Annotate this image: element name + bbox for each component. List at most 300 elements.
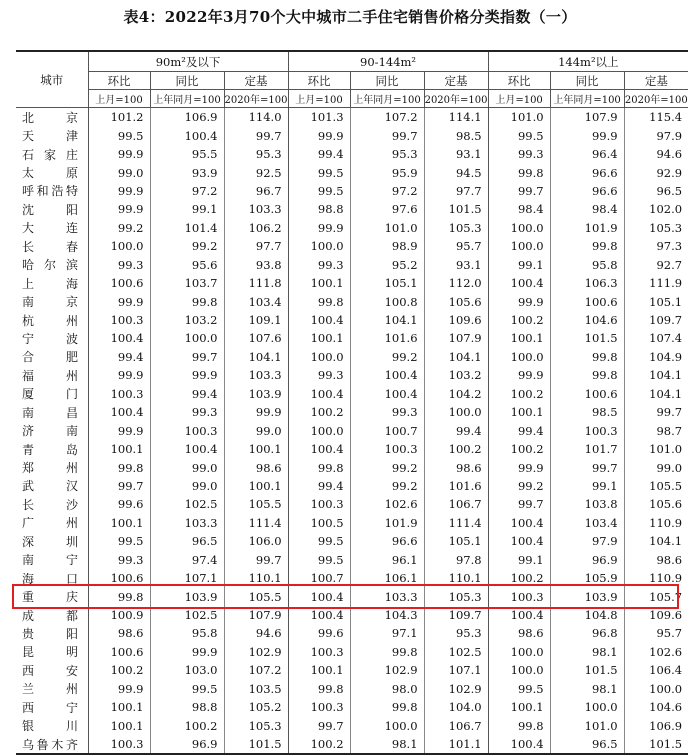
value-cell: 96.8 [550,624,624,642]
value-cell: 100.7 [350,421,424,439]
value-cell: 100.0 [488,348,550,366]
value-cell: 96.6 [550,182,624,200]
value-cell: 99.9 [550,126,624,144]
value-cell: 100.0 [488,643,550,661]
value-cell: 99.2 [488,477,550,495]
value-cell: 98.1 [350,735,424,754]
city-name: 北京 [22,110,78,125]
value-cell: 101.2 [88,108,150,127]
table-row [16,385,688,403]
value-cell: 99.9 [488,292,550,310]
value-cell: 99.7 [550,458,624,476]
city-cell [16,514,88,532]
city-cell [16,477,88,495]
value-cell: 99.4 [88,348,150,366]
value-cell: 99.8 [488,163,550,181]
city-name: 厦门 [22,387,78,402]
value-cell: 94.6 [224,624,288,642]
city-cell [16,440,88,458]
city-name: 杭州 [22,313,78,328]
table-row [16,551,688,569]
value-cell: 107.2 [224,661,288,679]
value-cell: 100.3 [288,643,350,661]
value-cell: 99.2 [88,219,150,237]
base-prev-month: 上月=100 [288,90,350,108]
value-cell: 106.1 [350,569,424,587]
value-cell: 98.8 [288,200,350,218]
value-cell: 100.2 [488,311,550,329]
value-cell: 98.1 [550,643,624,661]
city-name: 福州 [22,368,78,383]
base-prev-year: 上年同月=100 [150,90,224,108]
base-2020: 2020年=100 [224,90,288,108]
city-cell [16,458,88,476]
value-cell: 99.6 [288,624,350,642]
value-cell: 100.3 [88,311,150,329]
value-cell: 100.1 [88,716,150,734]
value-cell: 100.4 [488,274,550,292]
value-cell: 103.2 [150,311,224,329]
value-cell: 100.4 [88,329,150,347]
value-cell: 99.9 [88,200,150,218]
value-cell: 109.1 [224,311,288,329]
city-cell [16,219,88,237]
value-cell: 99.1 [488,256,550,274]
value-cell: 99.8 [350,698,424,716]
city-name: 宁波 [22,331,78,346]
value-cell: 99.5 [488,680,550,698]
value-cell: 100.0 [488,219,550,237]
value-cell: 100.4 [288,606,350,624]
city-name: 南京 [22,295,78,310]
value-cell: 101.0 [550,716,624,734]
value-cell: 107.9 [550,108,624,127]
value-cell: 104.9 [624,348,688,366]
value-cell: 98.6 [88,624,150,642]
value-cell: 99.9 [88,366,150,384]
value-cell: 100.6 [88,643,150,661]
value-cell: 100.1 [88,514,150,532]
value-cell: 100.4 [488,532,550,550]
table-row [16,606,688,624]
value-cell: 102.9 [224,643,288,661]
value-cell: 106.4 [624,661,688,679]
value-cell: 99.9 [150,366,224,384]
value-cell: 100.0 [624,680,688,698]
value-cell: 109.6 [624,606,688,624]
value-cell: 100.0 [288,237,350,255]
value-cell: 97.2 [350,182,424,200]
city-name: 太原 [22,166,78,181]
value-cell: 106.7 [424,716,488,734]
city-name: 海口 [22,571,78,586]
value-cell: 97.8 [424,551,488,569]
value-cell: 99.8 [350,643,424,661]
value-cell: 101.3 [288,108,350,127]
value-cell: 100.1 [224,440,288,458]
value-cell: 97.7 [224,237,288,255]
city-cell [16,237,88,255]
value-cell: 100.4 [350,366,424,384]
value-cell: 100.4 [288,385,350,403]
city-name: 银川 [22,719,78,734]
city-name: 南宁 [22,553,78,568]
city-cell [16,532,88,550]
value-cell: 100.1 [88,698,150,716]
value-cell: 99.8 [550,237,624,255]
city-cell [16,329,88,347]
table-row [16,716,688,734]
value-cell: 100.4 [150,440,224,458]
value-cell: 100.0 [88,237,150,255]
value-cell: 99.9 [150,643,224,661]
value-cell: 97.9 [624,126,688,144]
value-cell: 95.3 [424,624,488,642]
value-cell: 107.1 [424,661,488,679]
city-name: 天津 [22,129,78,144]
value-cell: 96.5 [624,182,688,200]
value-cell: 107.1 [150,569,224,587]
value-cell: 97.6 [350,200,424,218]
city-column-header: 城市 [16,51,88,108]
table-title: 表4：2022年3月70个大中城市二手住宅销售价格分类指数（一） [123,8,577,26]
value-cell: 99.7 [624,403,688,421]
table-row [16,219,688,237]
city-name: 南昌 [22,405,78,420]
value-cell: 100.1 [488,329,550,347]
value-cell: 100.6 [88,274,150,292]
value-cell: 98.6 [424,458,488,476]
subhead-yoy: 同比 [550,72,624,90]
value-cell: 93.8 [224,256,288,274]
value-cell: 100.0 [288,421,350,439]
value-cell: 99.4 [488,421,550,439]
value-cell: 100.0 [550,698,624,716]
value-cell: 105.9 [550,569,624,587]
value-cell: 98.6 [224,458,288,476]
value-cell: 109.6 [424,311,488,329]
value-cell: 100.8 [350,292,424,310]
value-cell: 97.7 [424,182,488,200]
city-name: 郑州 [22,461,78,476]
value-cell: 100.3 [350,440,424,458]
city-cell [16,274,88,292]
value-cell: 100.7 [288,569,350,587]
value-cell: 102.5 [150,606,224,624]
value-cell: 99.8 [488,716,550,734]
city-cell [16,163,88,181]
value-cell: 111.8 [224,274,288,292]
table-row [16,661,688,679]
value-cell: 93.9 [150,163,224,181]
group-header-large: 144m²以上 [488,51,688,72]
value-cell: 99.5 [88,126,150,144]
value-cell: 111.4 [424,514,488,532]
value-cell: 98.4 [550,200,624,218]
city-cell [16,348,88,366]
city-cell [16,182,88,200]
value-cell: 96.7 [224,182,288,200]
table-row [16,532,688,550]
city-cell [16,587,88,605]
city-cell [16,145,88,163]
value-cell: 105.3 [624,219,688,237]
value-cell: 100.3 [88,385,150,403]
value-cell: 97.4 [150,551,224,569]
value-cell: 100.4 [288,587,350,605]
value-cell: 99.9 [88,145,150,163]
value-cell: 103.3 [224,366,288,384]
value-cell: 103.3 [350,587,424,605]
value-cell: 106.9 [624,716,688,734]
value-cell: 107.4 [624,329,688,347]
value-cell: 99.6 [88,495,150,513]
value-cell: 99.8 [288,292,350,310]
value-cell: 104.1 [624,366,688,384]
value-cell: 100.4 [350,385,424,403]
value-cell: 103.4 [550,514,624,532]
value-cell: 99.3 [288,366,350,384]
value-cell: 99.5 [288,532,350,550]
city-name: 广州 [22,516,78,531]
city-name: 成都 [22,608,78,623]
value-cell: 95.3 [350,145,424,163]
city-name: 昆明 [22,645,78,660]
value-cell: 96.6 [550,163,624,181]
value-cell: 99.9 [88,421,150,439]
value-cell: 99.7 [488,495,550,513]
city-name: 济南 [22,424,78,439]
city-name: 哈尔滨 [22,258,78,273]
table-row [16,495,688,513]
subhead-mom: 环比 [488,72,550,90]
subhead-mom: 环比 [88,72,150,90]
value-cell: 106.2 [224,219,288,237]
value-cell: 110.1 [424,569,488,587]
table-row [16,256,688,274]
value-cell: 99.2 [350,458,424,476]
city-name: 长春 [22,239,78,254]
value-cell: 100.4 [88,403,150,421]
value-cell: 96.1 [350,551,424,569]
value-cell: 101.5 [550,661,624,679]
group-header-small: 90m²及以下 [88,51,288,72]
value-cell: 99.2 [150,237,224,255]
value-cell: 92.9 [624,163,688,181]
value-cell: 100.3 [150,421,224,439]
city-name: 石家庄 [22,147,78,162]
value-cell: 98.7 [624,421,688,439]
table-row [16,274,688,292]
value-cell: 112.0 [424,274,488,292]
value-cell: 99.9 [288,219,350,237]
value-cell: 101.0 [350,219,424,237]
value-cell: 99.4 [288,477,350,495]
value-cell: 96.5 [550,735,624,754]
value-cell: 96.4 [550,145,624,163]
subhead-base: 定基 [224,72,288,90]
value-cell: 105.3 [424,219,488,237]
table-row [16,108,688,127]
value-cell: 107.6 [224,329,288,347]
subhead-base: 定基 [624,72,688,90]
value-cell: 101.1 [424,735,488,754]
table-row [16,126,688,144]
value-cell: 100.2 [150,716,224,734]
value-cell: 106.3 [550,274,624,292]
value-cell: 97.2 [150,182,224,200]
value-cell: 96.9 [550,551,624,569]
value-cell: 101.7 [550,440,624,458]
value-cell: 103.4 [224,292,288,310]
table-row [16,311,688,329]
value-cell: 110.1 [224,569,288,587]
value-cell: 100.2 [488,569,550,587]
value-cell: 100.2 [488,385,550,403]
value-cell: 99.2 [350,477,424,495]
value-cell: 100.1 [88,440,150,458]
value-cell: 99.0 [88,163,150,181]
value-cell: 100.6 [550,292,624,310]
value-cell: 100.9 [88,606,150,624]
value-cell: 110.9 [624,569,688,587]
value-cell: 102.5 [424,643,488,661]
value-cell: 103.5 [224,680,288,698]
value-cell: 104.1 [624,385,688,403]
value-cell: 100.1 [288,329,350,347]
value-cell: 99.7 [88,477,150,495]
table-row [16,182,688,200]
value-cell: 100.3 [550,421,624,439]
value-cell: 103.9 [224,385,288,403]
value-cell: 100.3 [88,735,150,754]
city-name: 大连 [22,221,78,236]
value-cell: 100.4 [488,514,550,532]
table-row [16,477,688,495]
value-cell: 95.8 [150,624,224,642]
value-cell: 100.6 [88,569,150,587]
value-cell: 104.8 [550,606,624,624]
value-cell: 105.1 [624,292,688,310]
group-header-medium: 90-144m² [288,51,488,72]
value-cell: 100.3 [288,698,350,716]
city-cell [16,569,88,587]
value-cell: 95.6 [150,256,224,274]
value-cell: 110.9 [624,514,688,532]
value-cell: 103.0 [150,661,224,679]
value-cell: 103.9 [550,587,624,605]
value-cell: 105.5 [624,477,688,495]
base-prev-year: 上年同月=100 [550,90,624,108]
value-cell: 99.5 [288,182,350,200]
table-row [16,348,688,366]
value-cell: 106.0 [224,532,288,550]
value-cell: 101.5 [424,200,488,218]
value-cell: 100.4 [150,126,224,144]
value-cell: 99.3 [88,256,150,274]
city-name: 长沙 [22,497,78,512]
value-cell: 93.1 [424,256,488,274]
city-name: 贵阳 [22,626,78,641]
value-cell: 105.7 [624,587,688,605]
value-cell: 99.3 [150,403,224,421]
value-cell: 101.6 [424,477,488,495]
city-cell [16,256,88,274]
price-index-table [16,50,688,755]
city-cell [16,680,88,698]
value-cell: 104.2 [424,385,488,403]
value-cell: 105.1 [350,274,424,292]
value-cell: 99.1 [550,477,624,495]
city-cell [16,403,88,421]
table-row [16,624,688,642]
value-cell: 103.9 [150,587,224,605]
value-cell: 99.3 [488,145,550,163]
value-cell: 99.5 [88,532,150,550]
value-cell: 101.0 [624,440,688,458]
value-cell: 104.6 [550,311,624,329]
table-row [16,403,688,421]
city-cell [16,643,88,661]
table-row [16,366,688,384]
value-cell: 100.2 [424,440,488,458]
value-cell: 109.7 [624,311,688,329]
value-cell: 101.9 [350,514,424,532]
table-row [16,458,688,476]
value-cell: 99.8 [288,458,350,476]
city-name: 深圳 [22,534,78,549]
value-cell: 99.1 [488,551,550,569]
city-cell [16,551,88,569]
base-2020: 2020年=100 [424,90,488,108]
city-cell [16,366,88,384]
value-cell: 107.9 [224,606,288,624]
value-cell: 99.5 [488,126,550,144]
value-cell: 99.7 [488,182,550,200]
value-cell: 105.3 [224,716,288,734]
city-cell [16,421,88,439]
value-cell: 100.2 [88,661,150,679]
value-cell: 101.5 [224,735,288,754]
table-body [16,108,688,755]
city-name: 西安 [22,663,78,678]
value-cell: 111.4 [224,514,288,532]
city-cell [16,385,88,403]
value-cell: 107.2 [350,108,424,127]
city-cell [16,624,88,642]
city-cell [16,698,88,716]
city-name: 西宁 [22,700,78,715]
value-cell: 95.3 [224,145,288,163]
value-cell: 100.0 [288,348,350,366]
value-cell: 104.1 [424,348,488,366]
value-cell: 95.5 [150,145,224,163]
table-row [16,329,688,347]
value-cell: 99.7 [350,126,424,144]
value-cell: 92.5 [224,163,288,181]
value-cell: 100.1 [224,477,288,495]
value-cell: 99.8 [550,348,624,366]
value-cell: 98.8 [150,698,224,716]
value-cell: 100.6 [550,385,624,403]
value-cell: 100.2 [488,440,550,458]
table-row [16,421,688,439]
city-name: 沈阳 [22,202,78,217]
value-cell: 102.5 [150,495,224,513]
value-cell: 100.1 [488,403,550,421]
value-cell: 95.2 [350,256,424,274]
city-cell [16,126,88,144]
